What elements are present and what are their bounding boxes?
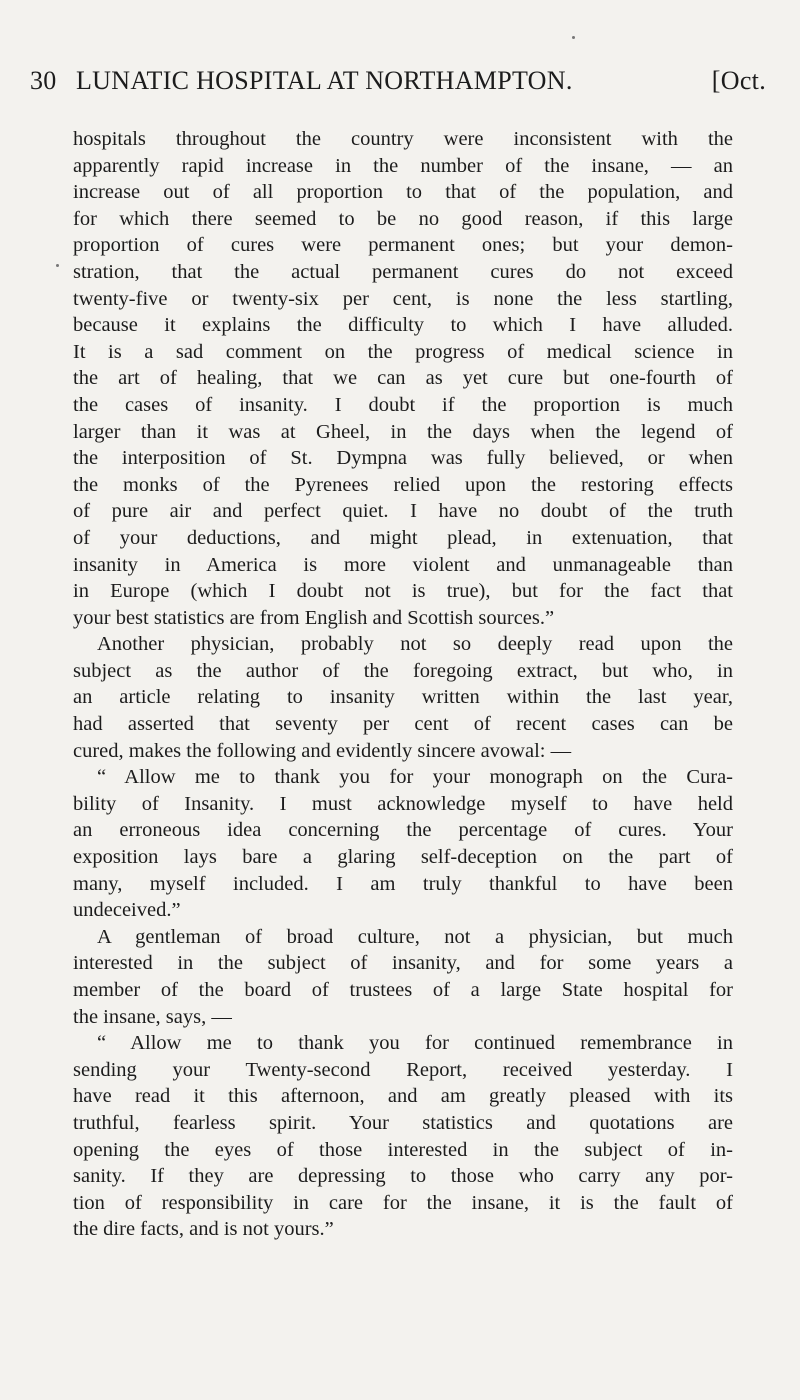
page-number: 30 xyxy=(30,66,57,95)
running-head xyxy=(30,64,770,98)
text-line: “ Allow me to thank you for your monograph on the Cura- xyxy=(97,766,733,789)
text-line: stration, that the actual permanent cures do not exceed xyxy=(73,260,733,283)
paragraph xyxy=(73,631,733,764)
text-line: your best statistics are from English and Scottish sources.” xyxy=(73,606,555,629)
text-line: A gentleman of broad culture, not a physician, but much xyxy=(97,925,733,948)
text-line: the interposition of St. Dympna was fully believed, or when xyxy=(73,447,733,470)
text-line: cured, makes the following and evidently sincere avowal: — xyxy=(73,739,572,762)
text-line: sanity. If they are depressing to those who carry any por- xyxy=(73,1165,733,1188)
paragraph xyxy=(73,764,733,924)
text-line: many, myself included. I am truly thankful to have been xyxy=(73,872,733,895)
text-line: because it explains the difficulty to which I have alluded. xyxy=(73,314,733,337)
text-line: truthful, fearless spirit. Your statistics and quotations are xyxy=(73,1111,733,1134)
print-speck xyxy=(572,36,575,39)
text-line: have read it this afternoon, and am greatly pleased with its xyxy=(73,1085,733,1108)
text-line: opening the eyes of those interested in the subject of in- xyxy=(73,1138,733,1161)
text-line: the dire facts, and is not yours.” xyxy=(73,1218,334,1241)
text-line: insanity in America is more violent and unmanageable than xyxy=(73,553,733,576)
paragraph xyxy=(73,924,733,1030)
text-line: hospitals throughout the country were inconsistent with the xyxy=(73,128,733,150)
text-line: the monks of the Pyrenees relied upon the restoring effects xyxy=(73,473,733,496)
text-line: “ Allow me to thank you for continued remembrance in xyxy=(97,1032,733,1055)
text-line: the art of healing, that we can as yet cure but one-fourth of xyxy=(73,367,733,390)
paragraph xyxy=(73,126,733,631)
text-line: in Europe (which I doubt not is true), but for the fact that xyxy=(73,580,733,603)
text-line: the cases of insanity. I doubt if the proportion is much xyxy=(73,393,733,416)
text-line: It is a sad comment on the progress of medical science in xyxy=(73,340,733,363)
text-line: proportion of cures were permanent ones; but your demon- xyxy=(73,234,733,257)
text-line: had asserted that seventy per cent of recent cases can be xyxy=(73,713,733,736)
body-text xyxy=(73,126,733,1243)
text-line: tion of responsibility in care for the insane, it is the fault of xyxy=(73,1191,733,1214)
text-line: bility of Insanity. I must acknowledge myself to have held xyxy=(73,792,733,815)
text-line: sending your Twenty-second Report, received yesterday. I xyxy=(73,1058,733,1081)
print-speck xyxy=(56,264,59,267)
text-line: the insane, says, — xyxy=(73,1005,232,1028)
text-line: interested in the subject of insanity, and for some years a xyxy=(73,952,733,975)
text-line: Another physician, probably not so deeply read upon the xyxy=(97,633,733,656)
text-line: of pure air and perfect quiet. I have no doubt of the truth xyxy=(73,500,733,523)
text-line: exposition lays bare a glaring self-deception on the part of xyxy=(73,846,733,869)
paragraph xyxy=(73,1030,733,1243)
text-line: subject as the author of the foregoing extract, but who, in xyxy=(73,659,733,682)
text-line: an erroneous idea concerning the percentage of cures. Your xyxy=(73,819,733,842)
text-line: of your deductions, and might plead, in extenuation, that xyxy=(73,526,733,549)
page-month: [Oct. xyxy=(711,66,766,95)
text-line: larger than it was at Gheel, in the days when the legend of xyxy=(73,420,733,443)
text-line: apparently rapid increase in the number of the insane, — an xyxy=(73,154,733,177)
page-heading: LUNATIC HOSPITAL AT NORTHAMPTON. xyxy=(76,66,573,95)
text-line: undeceived.” xyxy=(73,899,181,922)
text-line: increase out of all proportion to that of the population, and xyxy=(73,181,733,204)
text-line: twenty-five or twenty-six per cent, is none the less startling, xyxy=(73,287,733,310)
text-line: member of the board of trustees of a large State hospital for xyxy=(73,979,733,1001)
text-line: for which there seemed to be no good reason, if this large xyxy=(73,207,733,230)
text-line: an article relating to insanity written within the last year, xyxy=(73,686,733,709)
